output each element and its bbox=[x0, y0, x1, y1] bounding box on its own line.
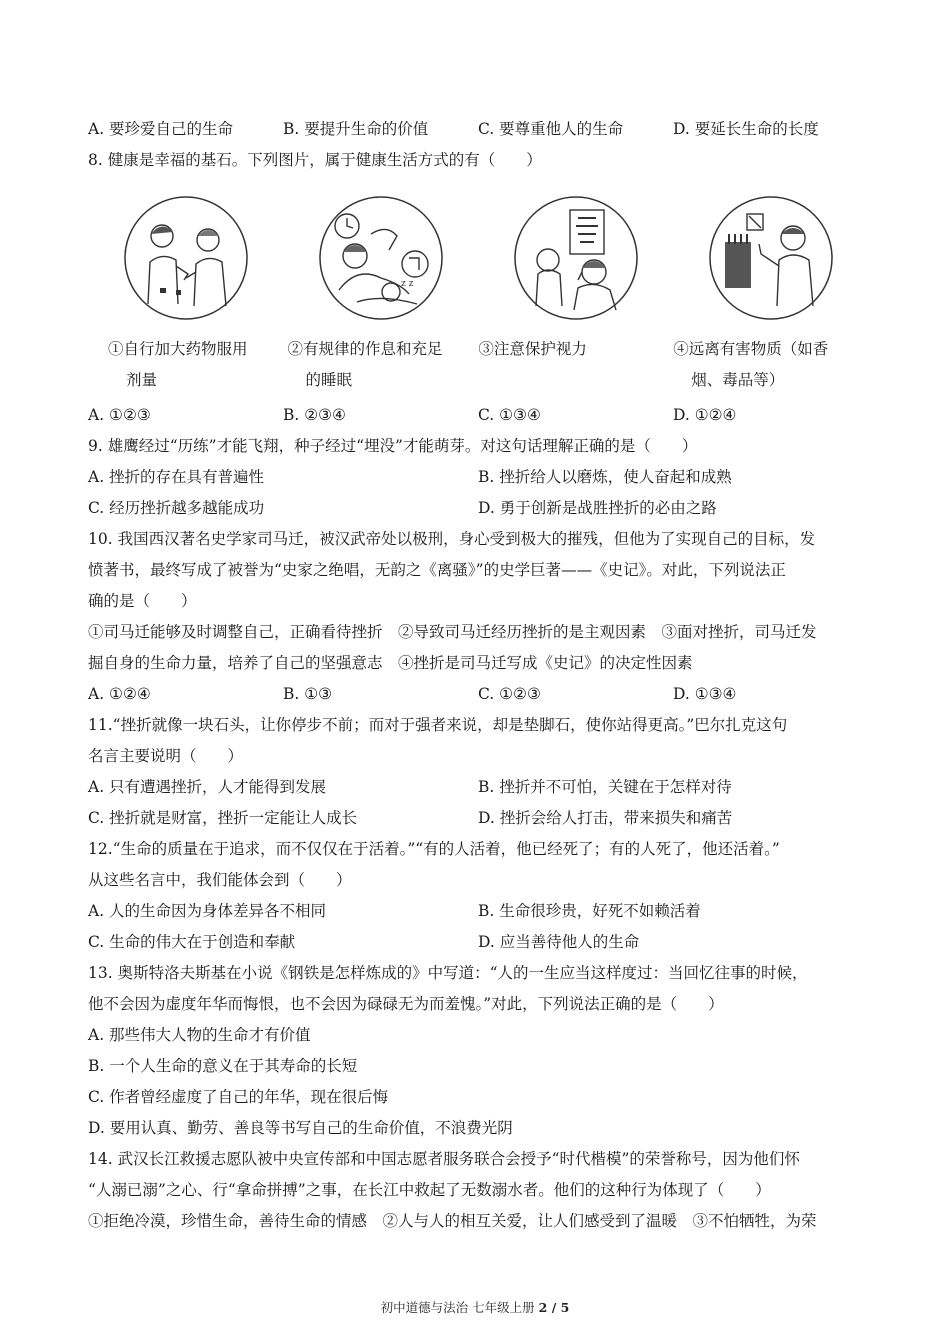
q14-stem-line: “人溺已溺”之心、行“拿命拼搏”之事，在长江中救起了无数溺水者。他们的这种行为体现了（ ） bbox=[88, 1181, 771, 1199]
q10-statement-line: 掘自身的生命力量，培养了自己的坚强意志 ④挫折是司马迁写成《史记》的决定性因素 bbox=[88, 654, 693, 672]
q12-options-cd bbox=[88, 927, 868, 958]
q8-options bbox=[88, 400, 868, 431]
option-a: A. ①②③ bbox=[88, 406, 151, 424]
option-c: C. 挫折就是财富，挫折一定能让人成长 bbox=[88, 809, 358, 827]
figure-medicine bbox=[88, 190, 283, 326]
medicine-illustration-icon bbox=[122, 194, 250, 322]
option-d: D. 要用认真、勤劳、善良等书写自己的生命价值，不浪费光阴 bbox=[88, 1119, 513, 1137]
q11-options-cd bbox=[88, 803, 868, 834]
q11-stem-line: 11.“挫折就像一块石头，让你停步不前；而对于强者来说，却是垫脚石，使你站得更高。”巴尔扎克这句 bbox=[88, 716, 788, 734]
q8-figures bbox=[88, 190, 868, 326]
option-c: C. 要尊重他人的生命 bbox=[478, 120, 624, 138]
q9-options-cd bbox=[88, 493, 868, 524]
q9-options-ab bbox=[88, 462, 868, 493]
exam-page bbox=[88, 114, 868, 1237]
option-c: C. 经历挫折越多越能成功 bbox=[88, 499, 265, 517]
option-a: A. 挫折的存在具有普遍性 bbox=[88, 468, 265, 486]
option-d: D. 勇于创新是战胜挫折的必由之路 bbox=[478, 499, 717, 517]
q7-options bbox=[88, 114, 868, 145]
vision-illustration-icon bbox=[512, 194, 640, 322]
figure-sleep bbox=[283, 190, 478, 326]
no-smoking-illustration-icon bbox=[707, 194, 835, 322]
option-c: C. 作者曾经虚度了自己的年华，现在很后悔 bbox=[88, 1088, 389, 1106]
q12-stem-line: 从这些名言中，我们能体会到（ ） bbox=[88, 871, 352, 889]
option-a: A. 人的生命因为身体差异各不相同 bbox=[88, 902, 327, 920]
q10-stem-line: 确的是（ ） bbox=[88, 592, 197, 610]
page-footer bbox=[0, 1298, 950, 1316]
q13-stem-line: 13. 奥斯特洛夫斯基在小说《钢铁是怎样炼成的》中写道：“人的一生应当这样度过：当回忆往事的时候， bbox=[88, 964, 808, 982]
caption-4: ④远离有害物质（如香 烟、毒品等） bbox=[673, 340, 829, 389]
option-b: B. 生命很珍贵，好死不如赖活着 bbox=[478, 902, 701, 920]
q8-stem: 8. 健康是幸福的基石。下列图片，属于健康生活方式的有（ ） bbox=[88, 151, 542, 169]
option-c: C. ①②③ bbox=[478, 685, 541, 703]
q12-options-ab bbox=[88, 896, 868, 927]
option-a: A. 那些伟大人物的生命才有价值 bbox=[88, 1026, 311, 1044]
caption-1: ①自行加大药物服用 剂量 bbox=[108, 340, 248, 389]
q12-stem-line: 12.“生命的质量在于追求，而不仅仅在于活着。”“有的人活着，他已经死了；有的人死了，他还活着。” bbox=[88, 840, 780, 858]
sleep-illustration-icon bbox=[317, 194, 445, 322]
caption-2: ②有规律的作息和充足 的睡眠 bbox=[287, 340, 443, 389]
option-b: B. 要提升生命的价值 bbox=[283, 120, 429, 138]
option-d: D. 应当善待他人的生命 bbox=[478, 933, 640, 951]
option-b: B. ②③④ bbox=[283, 406, 346, 424]
svg-text:z z: z z bbox=[400, 279, 413, 289]
option-b: B. 一个人生命的意义在于其寿命的长短 bbox=[88, 1057, 358, 1075]
q11-options-ab bbox=[88, 772, 868, 803]
option-c: C. ①③④ bbox=[478, 406, 541, 424]
q14-stem-line: 14. 武汉长江救援志愿队被中央宣传部和中国志愿者服务联合会授予“时代楷模”的荣誉称号，因为他们怀 bbox=[88, 1150, 800, 1168]
caption-3: ③注意保护视力 bbox=[478, 340, 587, 358]
q10-stem-line: 10. 我国西汉著名史学家司马迁，被汉武帝处以极刑，身心受到极大的摧残，但他为了实现自己的目标，发 bbox=[88, 530, 816, 548]
option-d: D. ①③④ bbox=[673, 685, 737, 703]
footer-course: 初中道德与法治 七年级上册 bbox=[380, 1300, 535, 1315]
figure-vision bbox=[478, 190, 673, 326]
option-a: A. 只有遭遇挫折，人才能得到发展 bbox=[88, 778, 327, 796]
q10-statement-line: ①司马迁能够及时调整自己，正确看待挫折 ②导致司马迁经历挫折的是主观因素 ③面对挫折，司马迁发 bbox=[88, 623, 817, 641]
q10-stem-line: 愤著书，最终写成了被誉为“史家之绝唱，无韵之《离骚》”的史学巨著——《史记》。对此，下列说法正 bbox=[88, 561, 786, 579]
q13-stem-line: 他不会因为虚度年华而悔恨，也不会因为碌碌无为而羞愧。”对此，下列说法正确的是（ ） bbox=[88, 995, 724, 1013]
q14-stem-line: ①拒绝冷漠，珍惜生命，善待生命的情感 ②人与人的相互关爱，让人们感受到了温暖 ③不怕牺牲，为荣 bbox=[88, 1212, 817, 1230]
option-d: D. ①②④ bbox=[673, 406, 737, 424]
q8-captions bbox=[88, 334, 868, 396]
footer-page-number: 2 / 5 bbox=[538, 1300, 570, 1315]
option-a: A. 要珍爱自己的生命 bbox=[88, 120, 234, 138]
option-b: B. ①③ bbox=[283, 685, 333, 703]
q9-stem: 9. 雄鹰经过“历练”才能飞翔，种子经过“埋没”才能萌芽。对这句话理解正确的是（ ） bbox=[88, 437, 698, 455]
q11-stem-line: 名言主要说明（ ） bbox=[88, 747, 244, 765]
option-b: B. 挫折给人以磨炼，使人奋起和成熟 bbox=[478, 468, 732, 486]
option-d: D. 挫折会给人打击，带来损失和痛苦 bbox=[478, 809, 733, 827]
option-d: D. 要延长生命的长度 bbox=[673, 120, 819, 138]
option-a: A. ①②④ bbox=[88, 685, 151, 703]
option-b: B. 挫折并不可怕，关键在于怎样对待 bbox=[478, 778, 732, 796]
figure-harmful bbox=[673, 190, 868, 326]
option-c: C. 生命的伟大在于创造和奉献 bbox=[88, 933, 296, 951]
q10-options bbox=[88, 679, 868, 710]
